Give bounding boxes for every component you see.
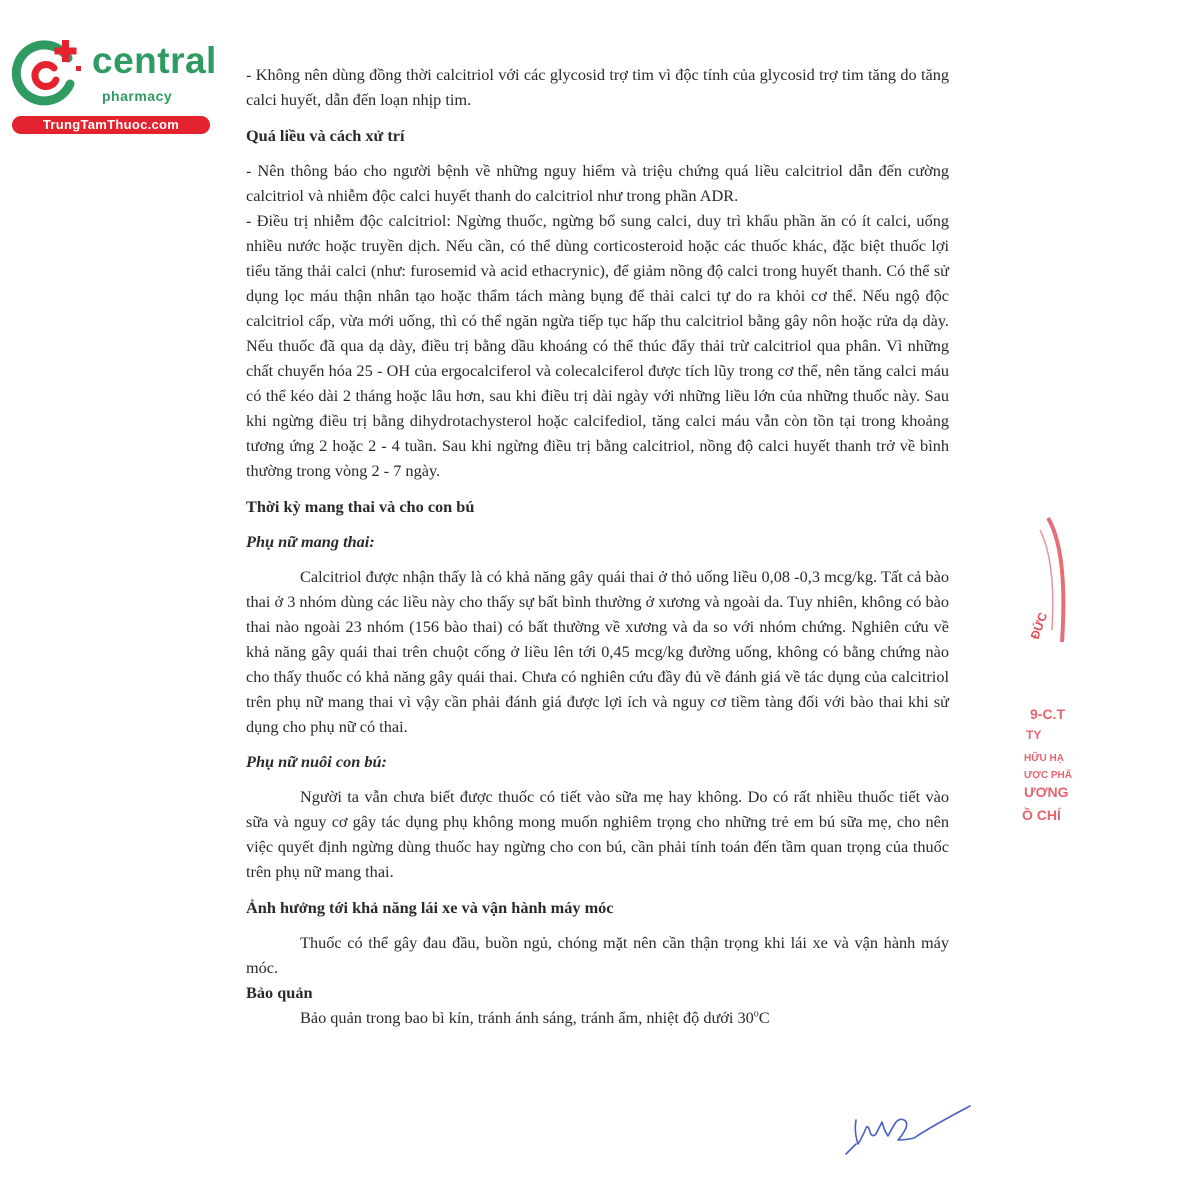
stamp-line: ƯỢC PHẨ (1024, 770, 1072, 781)
stamp-fragment-text: ĐỨC (1027, 610, 1051, 642)
brand-name: central (92, 40, 217, 81)
storage-text: Bảo quản trong bao bì kín, tránh ánh sáng, tránh ẩm, nhiệt độ dưới 30 (300, 1008, 754, 1027)
red-stamp-lower (1016, 706, 1076, 871)
heading-pregnancy-lactation: Thời kỳ mang thai và cho con bú (246, 497, 475, 516)
paragraph-pregnant-women: Calcitriol được nhận thấy là có khả năng gây quái thai ở thỏ uống liều 0,08 -0,3 mcg/kg. Tất cả bào thai ở 3 nhóm dùng các liều này cho thấy sự bất bình thường ở xương và ngoài da. Tuy nhiên, không có bào thai nào ngoài 23 nhóm (156 bào thai) có bất thường về xương và da so với nhóm chứng. Nghiên cứu về khả năng gây quái thai trên chuột cống ở liều lên tới 0,45 mcg/kg đường uống, không có bằng chứng nào cho thấy thuốc có khả năng gây quái thai. Chưa có nghiên cứu đầy đủ về đánh giá về tác dụng của calcitriol trên phụ nữ mang thai vì vậy cần phải đánh giá được lợi ích và nguy cơ tiềm tàng đối với bào thai khi sử dụng cho phụ nữ có thai. (246, 567, 949, 736)
storage-unit: C (758, 1008, 770, 1027)
heading-pregnant-women: Phụ nữ mang thai: (246, 532, 375, 551)
brand-logo (10, 38, 215, 138)
stamp-line: 9-C.T (1030, 706, 1065, 722)
heading-storage: Bảo quản (246, 983, 313, 1002)
stamp-line: Ồ CHÍ (1022, 807, 1061, 823)
stamp-line: ƯƠNG (1024, 784, 1069, 800)
heading-nursing-women: Phụ nữ nuôi con bú: (246, 752, 387, 771)
stamp-line: TY (1026, 728, 1042, 742)
red-stamp-fragment-icon (1027, 512, 1070, 652)
degree-symbol: o (753, 1008, 759, 1020)
heading-driving: Ảnh hưởng tới khả năng lái xe và vận hành máy móc (246, 898, 614, 917)
handwritten-signature-icon (842, 1098, 974, 1160)
stamp-line: HỮU HẠ (1024, 753, 1064, 764)
brand-subtitle: pharmacy (102, 88, 173, 104)
brand-website-badge: TrungTamThuoc.com (12, 116, 210, 134)
paragraph-overdose-warning: - Nên thông báo cho người bệnh về những nguy hiểm và triệu chứng quá liều calcitriol dẫn đến cường calcitriol và nhiễm độc calci huyết thanh do calcitriol như trong phần ADR. (246, 161, 949, 205)
paragraph-nursing-women: Người ta vẫn chưa biết được thuốc có tiết vào sữa mẹ hay không. Do có rất nhiều thuốc tiết vào sữa và nguy cơ gây tác dụng phụ không mong muốn nghiêm trọng cho những trẻ em bú sữa mẹ, cho nên việc quyết định ngừng dùng thuốc hay ngừng cho con bú, cần phải tính toán đến tầm quan trọng của thuốc trên phụ nữ mang thai. (246, 787, 949, 881)
paragraph-storage (246, 1005, 949, 1030)
paragraph-driving: Thuốc có thể gây đau đầu, buồn ngủ, chóng mặt nên cần thận trọng khi lái xe và vận hành máy móc. (246, 933, 949, 977)
paragraph-glycosid: - Không nên dùng đồng thời calcitriol với các glycosid trợ tim vì độc tính của glycosid trợ tim tăng do tăng calci huyết, dẫn đến loạn nhịp tim. (246, 65, 949, 109)
document-body (246, 62, 949, 1030)
heading-overdose: Quá liều và cách xử trí (246, 126, 405, 145)
central-pharmacy-logo-icon (10, 38, 82, 110)
paragraph-overdose-treatment: - Điều trị nhiễm độc calcitriol: Ngừng thuốc, ngừng bổ sung calci, duy trì khẩu phần ăn có ít calci, uống nhiều nước hoặc truyền dịch. Nếu cần, có thể dùng corticosteroid hoặc các thuốc khác, đặc biệt thuốc lợi tiểu tăng thải calci (như: furosemid và acid ethacrynic), để giảm nồng độ calci trong huyết thanh. Có thể sử dụng lọc máu thận nhân tạo hoặc thẩm tách màng bụng để thải calci tự do ra khỏi cơ thể. Nếu ngộ độc calcitriol cấp, vừa mới uống, thì có thể ngăn ngừa tiếp tục hấp thu calcitriol bằng gây nôn hoặc rửa dạ dày. Nếu thuốc đã qua dạ dày, điều trị bằng dầu khoáng có thể thúc đẩy thải trừ calcitriol qua phân. Vì những chất chuyển hóa 25 - OH của ergocalciferol và colecalciferol được tích lũy trong cơ thể, nên tăng calci máu có thể kéo dài 2 tháng hoặc lâu hơn, sau khi điều trị dài ngày với những liều lớn của những thuốc này. Sau khi ngừng điều trị bằng dihydrotachysterol hoặc calcifediol, tăng calci máu vẫn còn tồn tại trong khoảng tương ứng 2 hoặc 2 - 4 tuần. Sau khi ngừng điều trị bằng calcitriol, nồng độ calci huyết thanh trở về bình thường trong vòng 2 - 7 ngày. (246, 211, 949, 480)
